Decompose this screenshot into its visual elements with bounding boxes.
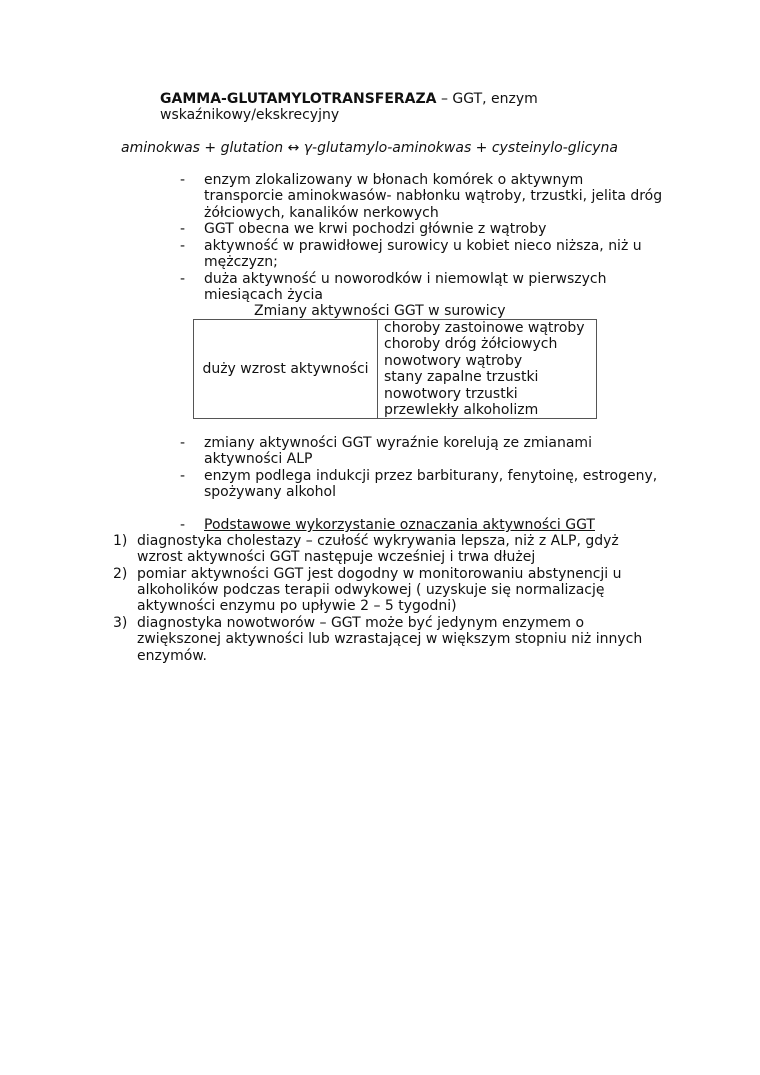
bullet-marker: - (180, 172, 186, 188)
list-line: enzymów. (137, 648, 207, 664)
title-rest: – GGT, enzym (436, 91, 538, 107)
bullet-line: żółciowych, kanalików nerkowych (204, 205, 439, 221)
list-number: 2) (113, 566, 128, 582)
disease-item: nowotwory wątroby (384, 352, 523, 369)
bullet-marker: - (180, 435, 186, 451)
disease-item: stany zapalne trzustki (384, 369, 539, 386)
disease-item: przewlekły alkoholizm (384, 402, 539, 419)
bullet-line: mężczyzn; (204, 254, 278, 270)
list-line: wzrost aktywności GGT następuje wcześniej i trwa dłużej (137, 549, 536, 565)
bullet-line: miesiącach życia (204, 287, 323, 303)
disease-item: choroby zastoinowe wątroby (384, 320, 585, 336)
list-line: aktywności enzymu po upływie 2 – 5 tygodni) (137, 598, 457, 614)
bullet-marker: - (180, 238, 186, 254)
title-bold: GAMMA-GLUTAMYLOTRANSFERAZA (160, 91, 437, 107)
bullet-line: aktywność w prawidłowej surowicy u kobiet nieco niższa, niż u (204, 238, 642, 254)
ggt-activity-table (193, 319, 597, 419)
bullet-marker: - (180, 271, 186, 287)
bullet-marker: - (180, 468, 186, 484)
bullet-line: zmiany aktywności GGT wyraźnie korelują ze zmianami (204, 435, 592, 451)
list-line: zwiększonej aktywności lub wzrastającej w większym stopniu niż innych (137, 631, 643, 647)
list-line: pomiar aktywności GGT jest dogodny w monitorowaniu abstynencji u (137, 566, 622, 582)
bullet-marker: - (180, 221, 186, 237)
list-line: diagnostyka cholestazy – czułość wykrywania lepsza, niż z ALP, gdyż (137, 533, 619, 549)
list-number: 1) (113, 533, 128, 549)
bullet-line: enzym podlega indukcji przez barbiturany, fenytoinę, estrogeny, (204, 468, 658, 484)
title-line-2: wskaźnikowy/ekskrecyjny (160, 107, 340, 123)
table-caption: Zmiany aktywności GGT w surowicy (254, 303, 506, 319)
bullet-line: GGT obecna we krwi pochodzi głównie z wątroby (204, 221, 547, 237)
list-line: diagnostyka nowotworów – GGT może być jedynym enzymem o (137, 615, 585, 631)
bullet-line: transporcie aminokwasów- nabłonku wątroby, trzustki, jelita dróg (204, 188, 663, 204)
disease-item: nowotwory trzustki (384, 385, 518, 402)
list-line: alkoholików podczas terapii odwykowej ( uzyskuje się normalizację (137, 582, 605, 598)
reaction-equation: aminokwas + glutation ↔ γ-glutamylo-aminokwas + cysteinylo-glicyna (121, 140, 618, 156)
list-number: 3) (113, 615, 128, 631)
bullet-line: spożywany alkohol (204, 484, 336, 500)
bullet-marker: - (180, 517, 186, 533)
disease-item: choroby dróg żółciowych (384, 336, 558, 353)
table-cell-diseases (378, 320, 597, 419)
document-title (160, 91, 538, 107)
bullet-line: aktywności ALP (204, 451, 313, 467)
bullet-line: enzym zlokalizowany w błonach komórek o aktywnym (204, 172, 584, 188)
section-heading: Podstawowe wykorzystanie oznaczania aktywności GGT (204, 517, 595, 533)
table-cell-condition: duży wzrost aktywności (194, 320, 378, 419)
bullet-line: duża aktywność u noworodków i niemowląt w pierwszych (204, 271, 607, 287)
table-row (194, 320, 597, 419)
